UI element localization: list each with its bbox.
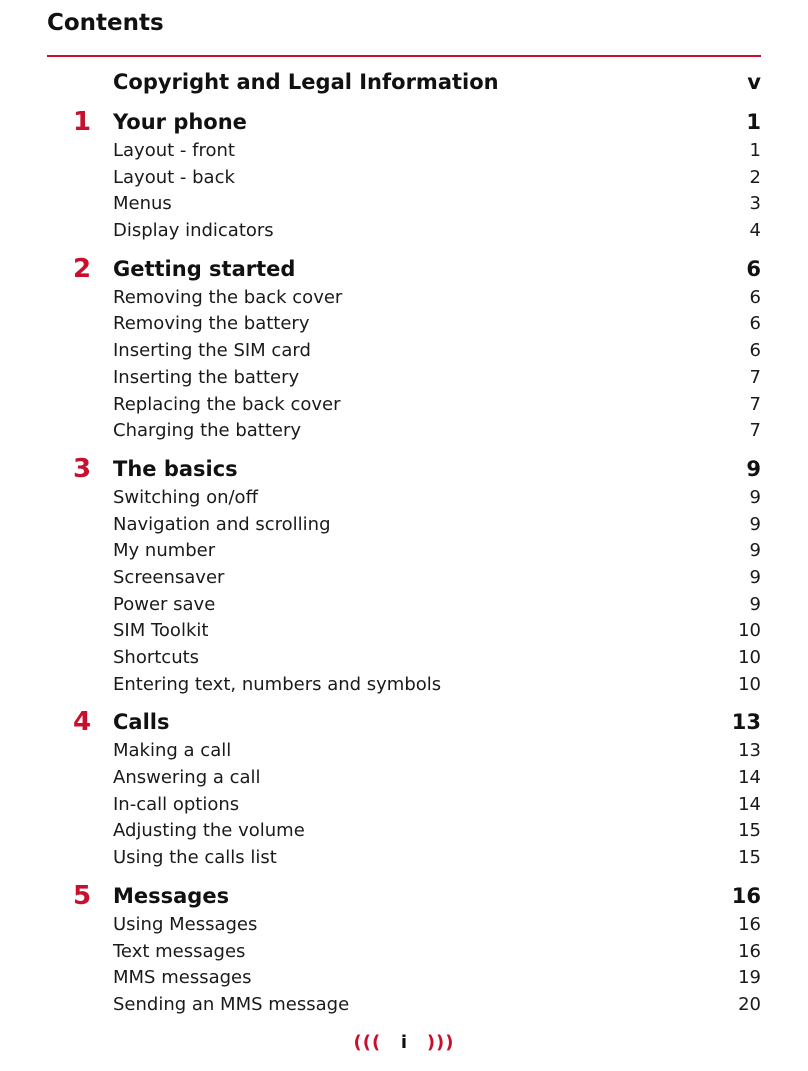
toc-entry[interactable] (47, 592, 761, 619)
toc-entry[interactable] (47, 818, 761, 845)
entry-title: In-call options (113, 793, 240, 815)
toc-entry[interactable] (47, 485, 761, 512)
chapter-title: Getting started (113, 256, 296, 281)
toc-chapter-heading[interactable] (47, 106, 761, 138)
chapter-number: 4 (73, 707, 92, 738)
entry-page-number: 16 (738, 940, 761, 962)
toc-entry[interactable] (47, 138, 761, 165)
chapter-title: Messages (113, 883, 230, 908)
toc-entry[interactable] (47, 672, 761, 699)
entry-page-number: 2 (749, 166, 761, 188)
chapter-number: 5 (73, 880, 92, 911)
toc-chapter-heading[interactable] (47, 706, 761, 738)
entry-title: Removing the back cover (113, 286, 343, 308)
toc-entry[interactable] (47, 418, 761, 445)
chapter-title: Your phone (113, 110, 247, 134)
toc-entry[interactable] (47, 165, 761, 192)
entry-page-number: 7 (749, 420, 761, 442)
entry-page-number: 15 (738, 820, 761, 842)
toc-entry[interactable] (47, 738, 761, 765)
chapter-number: 3 (73, 453, 92, 484)
entry-title: Switching on/off (113, 486, 258, 508)
right-wave-icon: ))) (426, 1032, 455, 1053)
entry-page-number: 7 (749, 366, 761, 388)
toc-entry[interactable] (47, 965, 761, 992)
entry-title: Charging the battery (113, 420, 302, 442)
entry-page-number: 9 (746, 456, 761, 481)
entry-title: Making a call (113, 740, 232, 762)
entry-page-number: 4 (749, 220, 761, 242)
entry-title: Answering a call (113, 767, 261, 789)
page-number: i (400, 1032, 408, 1053)
page-footer (0, 1032, 808, 1053)
entry-page-number: 15 (738, 847, 761, 869)
entry-page-number: 9 (749, 486, 761, 508)
table-of-contents (47, 66, 761, 1019)
toc-entry[interactable] (47, 565, 761, 592)
toc-entry[interactable] (47, 338, 761, 365)
entry-title: Entering text, numbers and symbols (113, 673, 442, 695)
entry-page-number: 10 (738, 647, 761, 668)
toc-entry[interactable] (47, 218, 761, 245)
toc-chapter-heading[interactable] (47, 66, 761, 98)
chapter-title: Calls (113, 710, 170, 735)
left-wave-icon: ((( (353, 1032, 382, 1053)
entry-title: Replacing the back cover (113, 393, 341, 415)
page-title: Contents (47, 10, 164, 36)
entry-title: SIM Toolkit (113, 620, 209, 642)
toc-entry[interactable] (47, 939, 761, 966)
title-divider (47, 55, 761, 57)
entry-page-number: 7 (749, 393, 761, 415)
entry-page-number: 19 (738, 967, 761, 989)
entry-page-number: 13 (731, 710, 761, 735)
entry-page-number: 16 (738, 913, 761, 935)
entry-page-number: 13 (738, 740, 761, 762)
entry-title: Using Messages (113, 913, 258, 935)
entry-page-number: 10 (738, 673, 761, 695)
chapter-number: 2 (73, 253, 92, 284)
entry-title: Using the calls list (113, 847, 277, 869)
toc-chapter-heading[interactable] (47, 453, 761, 485)
entry-page-number: 6 (749, 286, 761, 308)
entry-page-number: 14 (738, 793, 761, 815)
entry-title: Removing the battery (113, 313, 310, 335)
toc-entry[interactable] (47, 845, 761, 872)
entry-page-number: 9 (749, 566, 761, 588)
entry-page-number: v (747, 70, 761, 94)
entry-page-number: 9 (749, 540, 761, 562)
entry-page-number: 1 (746, 110, 761, 134)
entry-title: Inserting the battery (113, 366, 300, 388)
entry-title: Adjusting the volume (113, 820, 305, 842)
entry-page-number: 6 (746, 256, 761, 281)
entry-title: Power save (113, 593, 216, 615)
entry-title: Navigation and scrolling (113, 513, 331, 535)
entry-title: Shortcuts (113, 647, 200, 668)
toc-entry[interactable] (47, 392, 761, 419)
toc-entry[interactable] (47, 191, 761, 218)
entry-title: My number (113, 540, 216, 562)
entry-title: Menus (113, 193, 172, 215)
chapter-title: The basics (113, 456, 238, 481)
toc-entry[interactable] (47, 538, 761, 565)
entry-page-number: 1 (749, 140, 761, 161)
entry-page-number: 3 (749, 193, 761, 215)
toc-entry[interactable] (47, 645, 761, 672)
entry-title: Layout - front (113, 140, 235, 161)
entry-page-number: 16 (731, 883, 761, 908)
toc-entry[interactable] (47, 512, 761, 539)
toc-entry[interactable] (47, 618, 761, 645)
entry-page-number: 6 (749, 340, 761, 362)
entry-title: MMS messages (113, 967, 252, 989)
entry-page-number: 10 (738, 620, 761, 642)
entry-page-number: 9 (749, 513, 761, 535)
entry-title: Screensaver (113, 566, 225, 588)
toc-entry[interactable] (47, 765, 761, 792)
toc-entry[interactable] (47, 912, 761, 939)
chapter-title: Copyright and Legal Information (113, 70, 499, 94)
toc-entry[interactable] (47, 992, 761, 1019)
entry-title: Layout - back (113, 166, 235, 188)
entry-title: Display indicators (113, 220, 274, 242)
entry-title: Inserting the SIM card (113, 340, 311, 362)
toc-entry[interactable] (47, 285, 761, 312)
entry-page-number: 9 (749, 593, 761, 615)
toc-entry[interactable] (47, 311, 761, 338)
toc-entry[interactable] (47, 365, 761, 392)
entry-page-number: 14 (738, 767, 761, 789)
toc-chapter-heading[interactable] (47, 253, 761, 285)
toc-entry[interactable] (47, 792, 761, 819)
entry-page-number: 6 (749, 313, 761, 335)
toc-chapter-heading[interactable] (47, 880, 761, 912)
entry-title: Sending an MMS message (113, 993, 350, 1015)
entry-title: Text messages (113, 940, 246, 962)
entry-page-number: 20 (738, 993, 761, 1015)
chapter-number: 1 (73, 107, 92, 137)
